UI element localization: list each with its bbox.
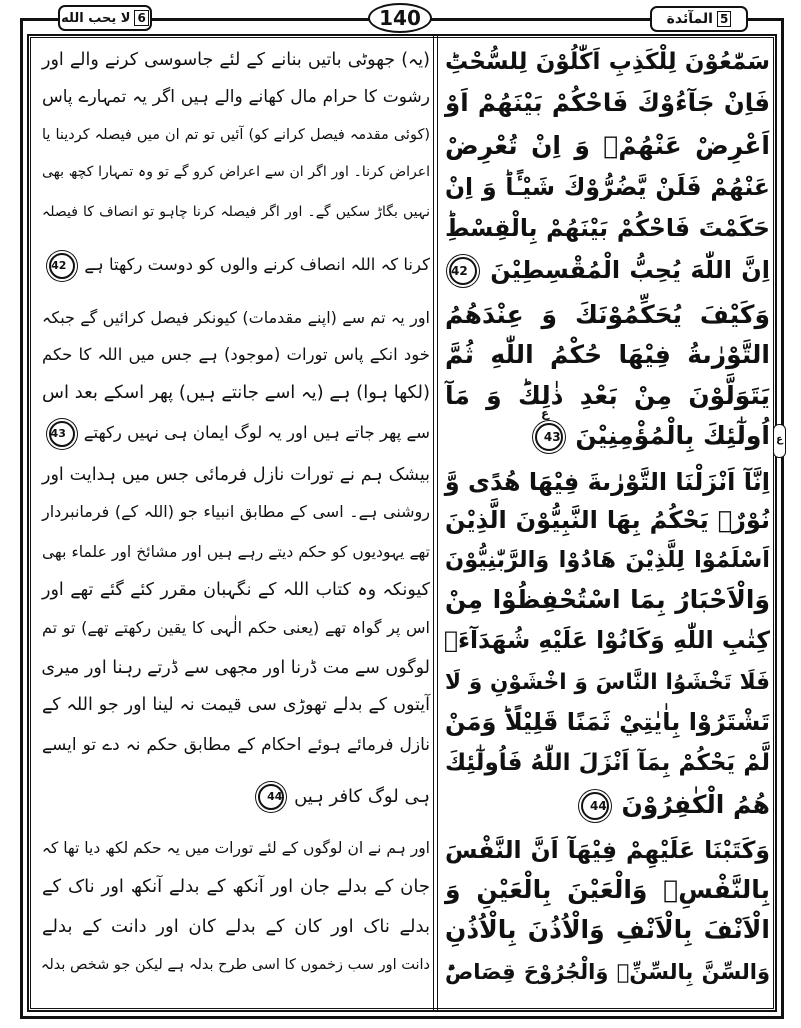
arabic-line-8: التَّوْرٰىةُ فِيْهَا حُكْمُ اللّٰهِ ثُمَّ <box>445 340 770 369</box>
arabic-line-9: يَتَوَلَّوْنَ مِنْ بَعْدِ ذٰلِكَؕ وَ مَآ <box>445 381 770 410</box>
arabic-line-20: وَكَتَبْنَا عَلَيْهِمْ فِيْهَآ اَنَّ النَّفْسَ <box>445 836 770 864</box>
arabic-line-23: وَالسِّنَّ بِالسِّنِّۙ وَالْجُرُوْحَ قِصَاصٌؕ <box>445 960 770 984</box>
urdu-line-text: سے پھر جاتے ہیں اور یہ لوگ ایمان ہی نہیں رکھتے <box>83 423 430 442</box>
arabic-line-21: بِالنَّفْسِۙ وَالْعَيْنَ بِالْعَيْنِ وَ <box>445 875 770 904</box>
urdu-line-17: آیتوں کے بدلے تھوڑی سی قیمت نہ لینا اور جو اللہ کے <box>42 695 430 715</box>
urdu-line-1: (یہ) جھوٹی باتیں بنانے کے لئے جاسوسی کرنے والے اور <box>42 50 430 70</box>
arabic-line-text: هُمُ الْكٰفِرُوْنَ <box>621 790 770 819</box>
arabic-line-12: نُوْرٌۚ يَحْكُمُ بِهَا النَّبِيُّوْنَ الَّذِيْنَ <box>445 506 770 534</box>
urdu-line-11: بیشک ہم نے تورات نازل فرمائی جس میں ہدایت اور <box>42 465 430 485</box>
arabic-line-13: اَسْلَمُوْا لِلَّذِيْنَ هَادُوْا وَالرَّبّٰنِيُّوْنَ <box>445 547 770 573</box>
juz-label <box>58 5 152 31</box>
urdu-line-15: اس پر گواہ تھے (یعنی حکم الٰہی کا یقین رکھتے تھے) تو تم <box>42 618 430 637</box>
urdu-line-text: ہی لوگ کافر ہیں <box>294 786 430 807</box>
urdu-line-18: نازل فرمائے ہوئے احکام کے مطابق حکم نہ دے تو ایسے <box>42 735 430 755</box>
urdu-line-8: خود انکے پاس تورات (موجود) ہے جس میں اللہ کا حکم <box>42 345 430 364</box>
urdu-line-20: اور ہم نے ان لوگوں کے لئے تورات میں یہ حکم لکھ دیا تھا کہ <box>41 839 430 857</box>
surah-number: 5 <box>717 11 731 27</box>
margin-ruku-sign: ع <box>773 424 786 458</box>
arabic-line-7: وَكَيْفَ يُحَكِّمُوْنَكَ وَ عِنْدَهُمُ <box>445 300 770 329</box>
urdu-line-7: اور یہ تم سے (اپنے مقدمات) کیونکر فیصل کرائیں گے جبکہ <box>42 308 430 327</box>
urdu-line-3: (کوئی مقدمہ فیصل کرانے کو) آئیں تو تم ان میں فیصلہ کردینا یا <box>42 127 430 143</box>
page-number <box>368 3 432 33</box>
urdu-line-10 <box>42 415 430 451</box>
arabic-line-19 <box>445 785 770 825</box>
verse-number-marker: 44 <box>581 792 609 820</box>
arabic-line-3: اَعْرِضْ عَنْهُمْۚ وَ اِنْ تُعْرِضْ <box>445 131 770 160</box>
verse-number-marker: 43 <box>535 423 563 451</box>
verse-number-marker: 43 <box>49 421 75 447</box>
page-number-text: 140 <box>379 6 421 30</box>
arabic-line-1: سَمّٰعُوْنَ لِلْكَذِبِ اَكّٰلُوْنَ لِلسُّحْتِؕ <box>445 49 770 75</box>
urdu-line-13: تھے یہودیوں کو حکم دیتے رہے ہیں اور مشائخ اور علماء بھی <box>42 543 430 561</box>
arabic-line-4: عَنْهُمْ فَلَنْ يَّضُرُّوْكَ شَيْـًٔاؕ وَ اِنْ <box>445 173 770 201</box>
arabic-line-14: وَالْاَحْبَارُ بِمَا اسْتُحْفِظُوْا مِنْ <box>445 585 770 614</box>
verse-number-marker: 42 <box>49 253 75 279</box>
verse-number-marker: 44 <box>258 784 284 810</box>
arabic-line-17: تَشْتَرُوْا بِاٰيٰتِيْ ثَمَنًا قَلِيْلًاؕ وَمَنْ <box>445 708 770 736</box>
ruku-sign: ع <box>541 406 550 420</box>
urdu-line-16: لوگوں سے مت ڈرنا اور مجھی سے ڈرتے رہنا اور میری <box>41 658 430 678</box>
column-divider <box>433 34 438 1012</box>
arabic-line-2: فَاِنْ جَآءُوْكَ فَاحْكُمْ بَيْنَهُمْ اَوْ <box>445 88 770 117</box>
juz-label-text: لا يحب الله <box>61 10 131 26</box>
arabic-line-5: حَكَمْتَ فَاحْكُمْ بَيْنَهُمْ بِالْقِسْطِؕ <box>445 214 770 242</box>
urdu-line-9: (لکھا ہوا) ہے (یہ اسے جانتے ہیں) پھر اسکے بعد اس <box>42 382 430 403</box>
surah-label <box>650 6 748 32</box>
urdu-line-14: کیونکہ وہ کتاب اللہ کے نگہبان مقرر کئے گئے تھے اور <box>42 580 430 600</box>
arabic-line-22: الْاَنْفَ بِالْاَنْفِ وَالْاُذُنَ بِالْاُذُنِ <box>445 915 770 944</box>
urdu-line-6 <box>42 247 430 283</box>
urdu-line-2: رشوت کا حرام مال کھانے والے ہیں اگر یہ تمہارے پاس <box>42 87 430 107</box>
urdu-line-19 <box>42 779 430 815</box>
verse-number-marker: 42 <box>449 257 477 285</box>
arabic-line-10 <box>445 416 770 456</box>
urdu-line-5: نہیں بگاڑ سکیں گے۔ اور اگر فیصلہ کرنا چاہو تو انصاف کا فیصلہ <box>42 204 430 220</box>
surah-label-text: المآئدة <box>666 11 713 27</box>
arabic-line-text: اُولٰٓئِكَ بِالْمُؤْمِنِيْنَ <box>575 421 770 450</box>
arabic-line-16: فَلَا تَخْشَوُا النَّاسَ وَ اخْشَوْنِ وَ لَا <box>445 670 770 695</box>
urdu-line-23: دانت اور سب زخموں کا اسی طرح بدلہ ہے لیکن جو شخص بدلہ <box>40 957 430 973</box>
arabic-line-11: اِنَّآ اَنْزَلْنَا التَّوْرٰىةَ فِيْهَا هُدًى وَّ <box>444 468 770 496</box>
urdu-line-text: کرنا کہ اللہ انصاف کرنے والوں کو دوست رکھتا ہے <box>84 255 430 274</box>
arabic-line-18: لَّمْ يَحْكُمْ بِمَآ اَنْزَلَ اللّٰهُ فَاُولٰٓئِكَ <box>445 750 770 776</box>
arabic-line-15: كِتٰبِ اللّٰهِ وَكَانُوْا عَلَيْهِ شُهَدَآءَۚ <box>443 626 770 654</box>
urdu-line-4: اعراض کرنا۔ اور اگر ان سے اعراض کرو گے تو وہ تمہارا کچھ بھی <box>42 164 430 180</box>
urdu-line-12: روشنی ہے۔ اسی کے مطابق انبیاء جو (اللہ کے) فرمانبردار <box>42 502 430 521</box>
urdu-line-22: بدلے ناک اور کان کے بدلے کان اور دانت کے بدلے <box>42 916 430 937</box>
urdu-line-21: جان کے بدلے جان اور آنکھ کے بدلے آنکھ اور ناک کے <box>42 876 430 897</box>
juz-number: 6 <box>134 10 148 26</box>
arabic-line-text: اِنَّ اللّٰهَ يُحِبُّ الْمُقْسِطِيْنَ <box>490 256 770 284</box>
arabic-line-6 <box>445 250 770 290</box>
